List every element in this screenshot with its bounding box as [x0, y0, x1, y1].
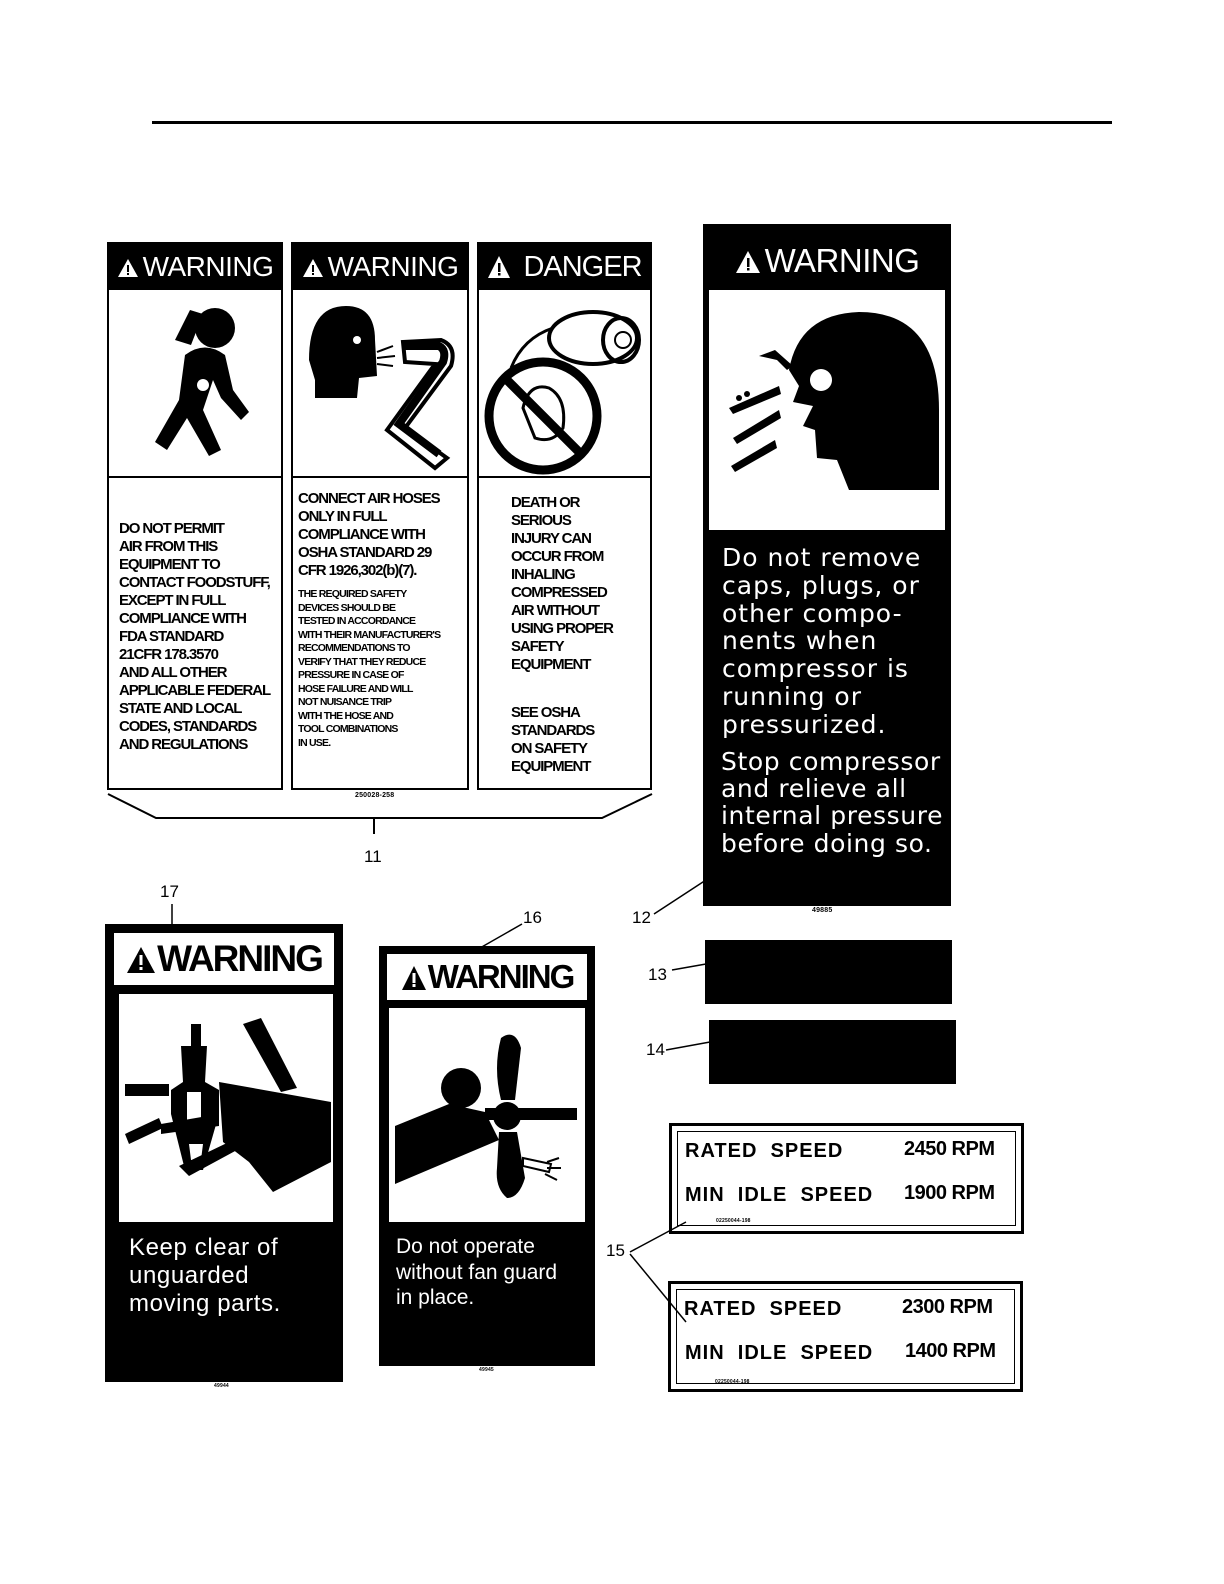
danger-header: DANGER — [479, 244, 650, 290]
callout-16: 16 — [523, 908, 542, 927]
part-number-16: 49945 — [479, 1367, 494, 1373]
leader-15 — [622, 1218, 692, 1328]
decal-14-box — [709, 1020, 956, 1084]
warning-triangle-icon — [117, 251, 139, 283]
leader-12 — [650, 878, 710, 918]
warning-header: WARNING — [703, 236, 951, 286]
warning-triangle-icon — [487, 251, 511, 284]
hose-blast-head-icon — [301, 300, 466, 470]
part-number-12: 49885 — [812, 907, 833, 914]
speed-plate-1 — [669, 1123, 1024, 1234]
leader-14 — [664, 1038, 712, 1054]
callout-12: 12 — [632, 908, 651, 927]
decal-warning-air-hoses — [291, 242, 469, 790]
remove-caps-text: Do not remove caps, plugs, or other compo- nents when compressor is running or pressurized. — [722, 543, 922, 739]
header-rule — [152, 121, 1112, 124]
leader-17 — [168, 902, 178, 926]
rated-speed-label: RATED SPEED — [685, 1140, 844, 1162]
decal-danger-inhaling — [477, 242, 652, 790]
callout-17: 17 — [160, 882, 179, 901]
callout-14: 14 — [646, 1040, 665, 1059]
air-hoses-warning-text: CONNECT AIR HOSES ONLY IN FULL COMPLIANCE WITH OSHA STANDARD 29 CFR 1926,302(b)(7). — [298, 490, 440, 579]
callout-13: 13 — [648, 965, 667, 984]
foodstuff-warning-text: DO NOT PERMIT AIR FROM THIS EQUIPMENT TO CONTACT FOODSTUFF, EXCEPT IN FULL COMPLIANCE WITH FDA STANDARD 21CFR 178.3570 AND ALL OTHER APPLICABLE FEDERAL STATE AND LOCAL CODES, STANDARDS AND REGULATIONS — [119, 520, 271, 753]
prohibited-respirator-icon — [483, 298, 651, 472]
warning-header: WARNING — [109, 244, 281, 290]
moving-parts-text: Keep clear of unguarded moving parts. — [129, 1234, 281, 1317]
part-number-15b: 02250044-198 — [715, 1379, 750, 1385]
rated-speed-value: 2450 RPM — [904, 1138, 995, 1160]
min-idle-speed-value: 1400 RPM — [905, 1340, 996, 1362]
danger-see-osha-text: SEE OSHA STANDARDS ON SAFETY EQUIPMENT — [511, 704, 595, 775]
rated-speed-label: RATED SPEED — [684, 1298, 843, 1320]
part-number-11: 250028-258 — [355, 792, 395, 799]
part-number-17: 49944 — [214, 1383, 229, 1389]
min-idle-speed-value: 1900 RPM — [904, 1182, 995, 1204]
warning-header: WARNING — [293, 244, 467, 290]
callout-11: 11 — [364, 847, 382, 866]
danger-text: DEATH OR SERIOUS INJURY CAN OCCUR FROM INHALING COMPRESSED AIR WITHOUT USING PROPER SAFETY EQUIPMENT — [511, 494, 613, 673]
warning-triangle-icon — [401, 958, 427, 996]
warning-header: WARNING — [114, 933, 334, 985]
rated-speed-value: 2300 RPM — [902, 1296, 993, 1318]
warning-triangle-icon — [126, 938, 156, 980]
callout-15: 15 — [606, 1241, 625, 1260]
warning-header: WARNING — [387, 954, 587, 1000]
head-pressure-blast-picture — [709, 290, 945, 530]
fan-picture — [389, 1008, 585, 1222]
leader-16 — [478, 920, 524, 950]
fan-guard-text: Do not operate without fan guard in place. — [396, 1235, 558, 1309]
warning-triangle-icon — [735, 242, 761, 280]
decal-warning-foodstuff — [107, 242, 283, 790]
decal-warning-fan-guard — [379, 946, 595, 1366]
air-hoses-small-text: THE REQUIRED SAFETY DEVICES SHOULD BE TESTED IN ACCORDANCE WITH THEIR MANUFACTURER'S RECOMMENDATIONS TO VERIFY THAT THEY REDUCE PRESSURE IN CASE OF HOSE FAILURE AND WILL NOT NUISANCE TRIP WITH THE HOSE AND TOOL COMBINATIONS IN USE. — [298, 588, 441, 749]
bracket-11 — [106, 790, 654, 840]
head-with-air-jets-icon — [709, 290, 945, 530]
decal-warning-moving-parts — [105, 924, 343, 1382]
warning-triangle-icon — [302, 251, 324, 283]
stop-compressor-text: Stop compressor and relieve all internal pressure before doing so. — [721, 747, 944, 858]
falling-person-icon — [125, 300, 265, 470]
min-idle-speed-label: MIN IDLE SPEED — [685, 1342, 874, 1364]
hand-in-belt-icon — [119, 994, 333, 1222]
decal-warning-remove-caps — [703, 224, 951, 906]
hand-belt-picture — [119, 994, 333, 1222]
decal-13-box — [705, 940, 952, 1004]
leader-13 — [670, 960, 710, 974]
min-idle-speed-label: MIN IDLE SPEED — [685, 1184, 874, 1206]
person-fan-blade-icon — [389, 1008, 585, 1222]
speed-plate-2 — [668, 1281, 1023, 1392]
part-number-15a: 02250044-198 — [716, 1218, 751, 1224]
